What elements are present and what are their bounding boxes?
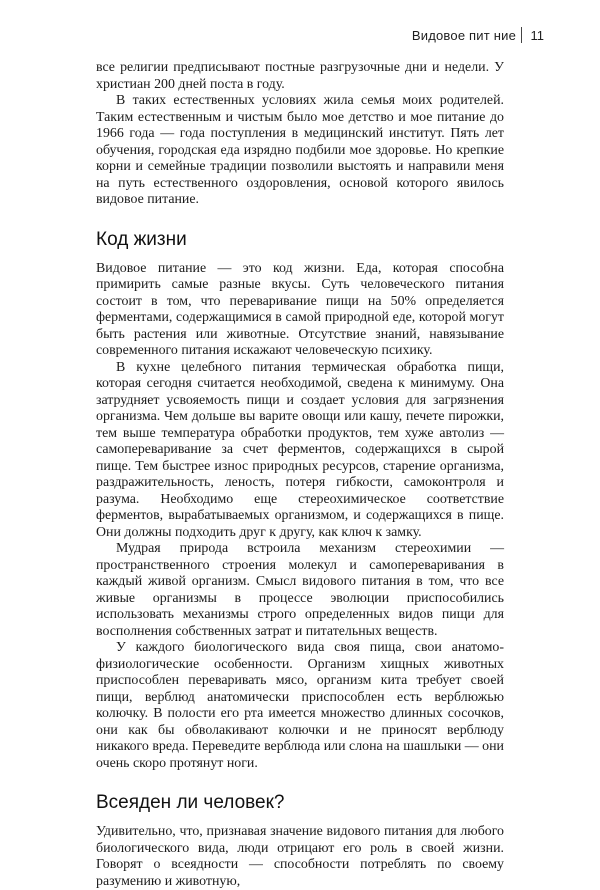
paragraph: В кухне целебного питания термическая обработка пищи, которая сегодня считается необходимой, сведена к минимуму. Она затрудняет усвояемость пищи и создает условия для загрязнения организма. Чем дольше вы варите овощи или кашу, печете пирожки, тем выше температура обработки продуктов, тем хуже автолиз — самопереваривание за счет ферментов, содержащихся в сырой пище. Тем быстрее износ природных ресурсов, старение организма, раздражительность, леность, потеря гибкости, самоконтроля и разума. Необходимо еще стереохимическое соответствие ферментов, вырабатываемых организмом, и содержащихся в пище. Они должны подходить друг к другу, как ключ к замку. xyxy=(96,359,504,540)
running-head-title: Видовое пит ние xyxy=(411,28,516,43)
paragraph: Удивительно, что, признавая значение видового питания для любого биологического вида, люди отрицают его роль в своей жизни. Говорят о всеядности — способности потреблять по своему разумению и животную, xyxy=(96,824,504,889)
running-header xyxy=(0,24,600,46)
page-body xyxy=(96,60,504,890)
paragraph: В таких естественных условиях жила семья моих родителей. Таким естественным и чистым было мое детство и мое питание до 1966 года — года поступления в медицинский институт. Пять лет обучения, городская еда изрядно подбили мое здоровье. Но крепкие корни и семейные традиции позволили выстоять и направили меня на путь естественного оздоровления, основой которого явилось видовое питание. xyxy=(96,93,504,207)
section-heading-vseyaden: Всеяден ли человек? xyxy=(96,792,285,813)
header-separator xyxy=(521,27,522,43)
section-heading-kod-zhizni: Код жизни xyxy=(96,228,187,250)
paragraph: Мудрая природа встроила механизм стереохимии — пространственного строения молекул и самопереваривания в каждый живой организм. Смысл видового питания в том, что все живые организмы в процессе эволюции приспособились использовать механизмы строго определенных видов пищи для восполнения собственных затрат и питательных веществ. xyxy=(96,541,504,639)
paragraph: все религии предписывают постные разгрузочные дни и недели. У христиан 200 дней поста в году. xyxy=(96,60,504,92)
paragraph: Видовое питание — это код жизни. Еда, которая способна примирить самые разные вкусы. Суть человеческого питания состоит в том, что переваривание пищи на 50% определяется ферментами, содержащимися в самой природной еде, которой могут быть растения или животные. Отсутствие знаний, навязывание современного питания искажают человеческую психику. xyxy=(96,260,504,358)
page-number: 11 xyxy=(530,28,544,43)
paragraph: У каждого биологического вида своя пища, свои анатомо-физиологические особенности. Организм хищных животных приспособлен переваривать мясо, организм кита требует своей пищи, верблюд анатомически приспособлен есть верблюжью колючку. В полости его рта имеется множество длинных сосочков, они как бы обволакивают колючки и не приносят верблюду никакого вреда. Переведите верблюда или слона на шашлыки — они очень скоро протянут ноги. xyxy=(96,640,504,771)
